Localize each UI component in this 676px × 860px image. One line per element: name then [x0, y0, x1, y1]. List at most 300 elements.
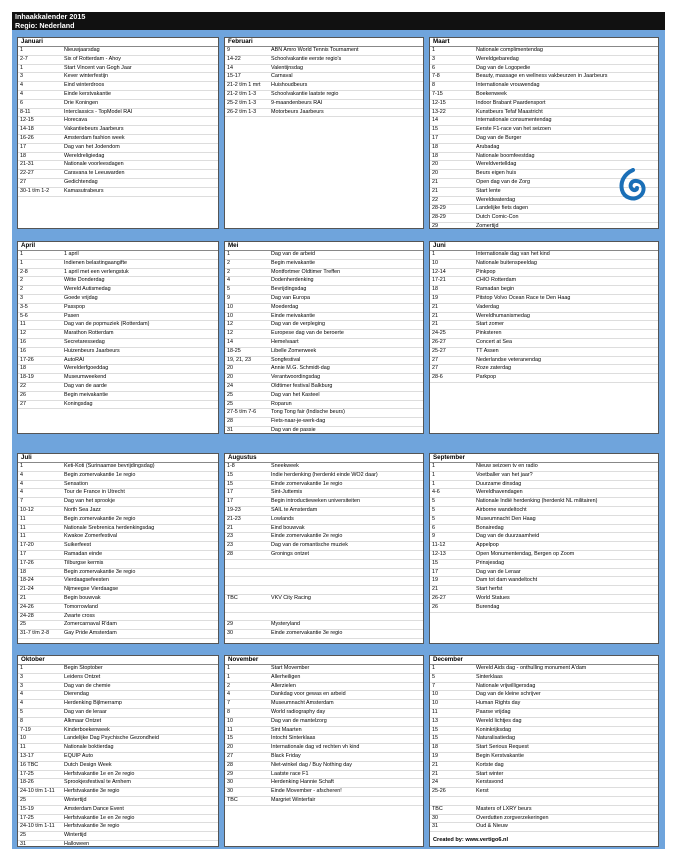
calendar-entry-row [430, 779, 658, 788]
entry-event: Caravana te Leeuwarden [64, 170, 125, 177]
entry-date: 12 [227, 330, 233, 337]
entry-date: 17-26 [20, 559, 34, 566]
entry-date: 28 [227, 550, 233, 557]
entry-date: 24 [432, 779, 438, 786]
entry-date: 25-2 t/m 1-3 [227, 99, 257, 106]
entry-event: Einde zomervakantie 2e regio [271, 533, 343, 540]
calendar-entry-row [430, 223, 658, 229]
calendar-entry-row [430, 109, 658, 118]
entry-event: Einde zomervakantie 1e regio [271, 480, 343, 487]
month-title: Mei [225, 242, 423, 251]
month-panel-december [429, 655, 659, 847]
entry-event: World Statues [476, 594, 510, 601]
entry-event: Wintertijd [64, 796, 87, 803]
entry-event: Boekenweek [476, 90, 507, 97]
entry-date: 5 [227, 286, 230, 293]
entry-date: 1 [432, 480, 435, 487]
entry-event: Wintertijd [64, 832, 87, 839]
entry-date: 21 [432, 178, 438, 185]
calendar-entry-row [225, 735, 423, 744]
calendar-entry-row [430, 691, 658, 700]
entry-date: 1 [227, 665, 230, 671]
entry-event: Dag van Europa [271, 294, 310, 301]
entry-date: 31 [20, 840, 26, 847]
entry-date: 17 [432, 568, 438, 575]
entry-date: 21 [432, 761, 438, 768]
entry-event: Montfortmer Oldtimer Treffen [271, 268, 341, 275]
entry-date: 3 [20, 73, 23, 80]
calendar-entry-row [225, 489, 423, 498]
entry-event: Zomercarnaval R'dam [64, 621, 117, 628]
month-panel-juli [17, 453, 219, 644]
entry-event: Hemelvaart [271, 338, 299, 345]
entry-date: 4 [20, 471, 23, 478]
entry-date: 6 [432, 524, 435, 531]
entry-event: Marathon Rotterdam [64, 330, 114, 337]
calendar-entry-row [225, 427, 423, 434]
entry-date: 2 [227, 682, 230, 689]
entry-date: 12-13 [432, 550, 446, 557]
calendar-entry-row [430, 683, 658, 692]
entry-date: 2 [227, 268, 230, 275]
calendar-entry-row [18, 73, 218, 82]
entry-date: 14 [227, 338, 233, 345]
entry-event: Nieuwjaarsdag [64, 47, 100, 53]
calendar-entry-row [18, 683, 218, 692]
calendar-entry-row [18, 286, 218, 295]
calendar-entry-row [430, 481, 658, 490]
entry-event: Pinkpop [476, 268, 496, 275]
calendar-entry-row [430, 126, 658, 135]
calendar-entry-row [18, 321, 218, 330]
entry-event: Eind winterdroos [64, 82, 105, 89]
entry-event: Zwarte cross [64, 612, 95, 619]
entry-event: Herdenking Bijlmerramp [64, 700, 122, 707]
entry-event: Start Serious Request [476, 744, 529, 751]
entry-date: 21 [20, 594, 26, 601]
month-title: September [430, 454, 658, 463]
calendar-entry-row [225, 348, 423, 357]
entry-date: 17 [432, 134, 438, 141]
entry-event: Nationale Indië herdenking (herdenkt NL militairen) [476, 498, 598, 505]
entry-event: Human Rights day [476, 700, 521, 707]
calendar-entry-row [225, 498, 423, 507]
calendar-entry-row [225, 771, 423, 780]
entry-event: Kerstavond [476, 779, 504, 786]
entry-event: Landelijke Dag Psychische Gezondheid [64, 735, 159, 742]
calendar-entry-row [225, 109, 423, 118]
entry-event: Museumnacht Amsterdam [271, 700, 334, 707]
calendar-entry-row [430, 82, 658, 91]
month-title: Januari [18, 38, 218, 47]
entry-date: 28 [227, 418, 233, 425]
entry-date: 11 [227, 726, 233, 733]
entry-event: Naturalisatiedag [476, 735, 515, 742]
calendar-entry-row [18, 56, 218, 65]
entry-event: Amsterdam fashion week [64, 134, 125, 141]
month-title: Maart [430, 38, 658, 47]
calendar-entry-row [430, 762, 658, 771]
entry-event: Airborne wandeltocht [476, 506, 527, 513]
entry-date: 21 [227, 524, 233, 531]
entry-date: 25 [227, 391, 233, 398]
entry-event: Begin meivakantie [64, 391, 109, 398]
entry-date: 16 [20, 347, 26, 354]
entry-event: Parkpop [476, 374, 497, 381]
entry-event: Dag van het Jodendom [64, 143, 120, 150]
calendar-entry-row [225, 691, 423, 700]
calendar-entry-row [225, 286, 423, 295]
entry-event: Schoolvakantie eerste regio's [271, 55, 342, 62]
entry-date: 27 [20, 178, 26, 185]
entry-date: 7 [20, 498, 23, 505]
entry-event: Huishoudbeurs [271, 82, 308, 89]
entry-event: Tomorrowland [64, 603, 98, 610]
entry-date: 29 [227, 770, 233, 777]
entry-event: Dag van de duurzaamheid [476, 533, 540, 540]
entry-date: 11 [20, 321, 26, 328]
entry-event: Dierendag [64, 691, 89, 698]
calendar-entry-row [225, 339, 423, 348]
calendar-entry-row [18, 577, 218, 586]
entry-event: Passpop [64, 303, 85, 310]
calendar-entry-row [225, 533, 423, 542]
entry-date: 18 [20, 365, 26, 372]
entry-event: Roparun [271, 400, 292, 407]
calendar-entry-row [225, 797, 423, 806]
calendar-entry-row [18, 560, 218, 569]
entry-date: 18 [20, 152, 26, 159]
entry-event [271, 569, 423, 577]
month-panel-augustus [224, 453, 424, 644]
entry-date: 28-29 [432, 214, 446, 221]
entry-event: Mysteryland [271, 621, 301, 628]
entry-date: 12 [20, 330, 26, 337]
entry-date: 20 [432, 161, 438, 168]
entry-date: 5 [432, 515, 435, 522]
entry-event: EQUIP Auto [64, 752, 93, 759]
calendar-entry-row [225, 365, 423, 374]
entry-date: 29 [227, 621, 233, 628]
calendar-entry-row [18, 551, 218, 560]
entry-date: 28-29 [432, 205, 446, 212]
entry-event: ABN Amro World Tennis Tournament [271, 47, 359, 53]
calendar-entry-row [18, 374, 218, 383]
entry-event: Landelijke fiets dagen [476, 205, 529, 212]
calendar-entry-row [225, 392, 423, 401]
entry-date: 19 [432, 294, 438, 301]
calendar-entry-row [18, 153, 218, 162]
entry-date: 16-26 [20, 134, 34, 141]
entry-event: Nationale Srebrenica herdenkingsdag [64, 524, 155, 531]
entry-event: Six of Rotterdam - Ahoy [64, 55, 121, 62]
entry-event: Einde Movember - afscheren! [271, 788, 342, 795]
calendar-entry-row [225, 586, 423, 595]
calendar-entry-row [18, 613, 218, 622]
entry-event: Ramadan einde [64, 550, 103, 557]
calendar-entry-row [430, 797, 658, 806]
calendar-entry-row [430, 788, 658, 797]
entry-event: Voetballer van het jaar? [476, 471, 533, 478]
entry-event: Pitstop Volvo Ocean Race te Den Haag [476, 294, 571, 301]
entry-event: Nationale buitenspeeldag [476, 259, 537, 266]
calendar-entry-row [225, 277, 423, 286]
entry-event: Dag van de leraar [64, 708, 107, 715]
entry-date: 16 [20, 338, 26, 345]
month-panel-april [17, 241, 219, 434]
calendar-entry-row [18, 700, 218, 709]
calendar-entry-row [18, 313, 218, 322]
calendar-entry-row [18, 595, 218, 604]
calendar-entry-row [18, 744, 218, 753]
entry-date: 21 [432, 187, 438, 194]
calendar-entry-row [225, 630, 423, 639]
calendar-entry-row [18, 161, 218, 170]
calendar-entry-row [430, 674, 658, 683]
entry-date: 30 [432, 814, 438, 821]
entry-date: 27 [432, 365, 438, 372]
calendar-entry-row [225, 269, 423, 278]
entry-event: 1 april met een verlengstuk [64, 268, 129, 275]
entry-date: 31 [227, 426, 233, 433]
entry-date: 12-15 [432, 99, 446, 106]
entry-date: 3-5 [20, 303, 28, 310]
calendar-entry-row [225, 674, 423, 683]
entry-event: Dam tot dam wandeltocht [476, 577, 538, 584]
calendar-entry-row [18, 277, 218, 286]
calendar-entry-row [225, 418, 423, 427]
entry-event: Koningsdag [64, 400, 93, 407]
calendar-entry-row [225, 91, 423, 100]
entry-event: Begin zomervakantie 2e regio [64, 515, 136, 522]
entry-date: 23 [227, 533, 233, 540]
entry-event: Libelle Zomerweek [271, 347, 317, 354]
calendar-entry-row [18, 525, 218, 534]
entry-event: Sensation [64, 480, 88, 487]
entry-date: 15 [227, 471, 233, 478]
entry-date: 4 [20, 489, 23, 496]
entry-event: Wereldhumanismedag [476, 312, 530, 319]
entry-event: Overdutten zorgverzekeringen [476, 814, 549, 821]
calendar-entry-row [225, 463, 423, 472]
entry-date: 5 [432, 498, 435, 505]
calendar-entry-row [225, 762, 423, 771]
entry-date: 1 [20, 251, 23, 257]
calendar-entry-row [430, 525, 658, 534]
entry-date: 26-2 t/m 1-3 [227, 108, 257, 115]
calendar-entry-row [430, 260, 658, 269]
entry-event: Start zomer [476, 321, 504, 328]
entry-event: Begin meivakantie [271, 259, 316, 266]
entry-event: Secretaressedag [64, 338, 105, 345]
entry-date: 30 [227, 630, 233, 637]
calendar-entry-row [225, 744, 423, 753]
entry-event: Paarse vrijdag [476, 708, 511, 715]
entry-event: Dag van de Logopedie [476, 64, 531, 71]
entry-date: 2-8 [20, 268, 28, 275]
entry-date: 14 [227, 64, 233, 71]
entry-event: Start winter [476, 770, 504, 777]
calendar-entry-row [225, 82, 423, 91]
entry-date: 9 [432, 533, 435, 540]
entry-date: 26 [20, 391, 26, 398]
entry-date: 21 [432, 770, 438, 777]
entry-date: 24-10 t/m 1-11 [20, 823, 55, 830]
entry-date: 15 [432, 735, 438, 742]
entry-date [225, 577, 271, 585]
entry-date: 18-26 [20, 779, 34, 786]
month-title: Augustus [225, 454, 423, 463]
entry-date: 24 [227, 382, 233, 389]
calendar-entry-row [18, 621, 218, 630]
entry-event: Moederdag [271, 303, 299, 310]
calendar-entry-row [430, 665, 658, 674]
entry-date: 10 [432, 700, 438, 707]
entry-event: Witte Donderdag [64, 277, 105, 284]
calendar-entry-row [18, 348, 218, 357]
entry-event: Begin bouwvak [64, 594, 101, 601]
entry-date: 1 [432, 665, 435, 671]
entry-date: 25-26 [432, 788, 446, 795]
entry-event: Amsterdam Dance Event [64, 805, 124, 812]
entry-event: Dag van de kleine schrijver [476, 691, 541, 698]
calendar-entry-row [225, 621, 423, 630]
calendar-entry-row [430, 771, 658, 780]
entry-event: Dutch Design Week [64, 761, 112, 768]
entry-date: 8-11 [20, 108, 31, 115]
calendar-entry-row [225, 374, 423, 383]
entry-event: Einde zomervakantie 3e regio [271, 630, 343, 637]
entry-date: 27 [227, 752, 233, 759]
swirl-logo-icon [618, 168, 648, 202]
entry-date: 20 [227, 365, 233, 372]
entry-date: 19, 21, 23 [227, 356, 251, 363]
entry-date: 25 [20, 621, 26, 628]
entry-date: 4 [20, 82, 23, 89]
entry-event: Nationale voorleesdagen [64, 161, 124, 168]
calendar-entry-row [430, 321, 658, 330]
entry-event: Dag van de mantelzorg [271, 717, 327, 724]
entry-date: 26 [432, 603, 438, 610]
calendar-grid [12, 30, 665, 849]
entry-date: 8 [20, 717, 23, 724]
calendar-entry-row [430, 100, 658, 109]
calendar-entry-row [430, 472, 658, 481]
calendar-entry-row [225, 73, 423, 82]
entry-date: 4 [20, 90, 23, 97]
calendar-entry-row [18, 126, 218, 135]
entry-date: 21 [432, 303, 438, 310]
entry-date: 2 [20, 277, 23, 284]
entry-date: 20 [227, 744, 233, 751]
entry-event: Dodenherdenking [271, 277, 314, 284]
calendar-entry-row [18, 251, 218, 260]
calendar-entry-row [18, 691, 218, 700]
entry-date: 1 [227, 673, 230, 680]
entry-date: 12 [227, 321, 233, 328]
entry-date: 11 [20, 533, 26, 540]
calendar-entry-row [18, 401, 218, 410]
entry-event: Indienen belastingaangifte [64, 259, 127, 266]
entry-date: 7-19 [20, 726, 31, 733]
calendar-entry-row [430, 73, 658, 82]
entry-date: 17-25 [20, 770, 34, 777]
month-title: Februari [225, 38, 423, 47]
entry-event: SAIL te Amsterdam [271, 506, 318, 513]
entry-event: Museumnacht Den Haag [476, 515, 536, 522]
entry-date: 5-6 [20, 312, 28, 319]
calendar-entry-row [18, 65, 218, 74]
entry-date: 30-1 t/m 1-2 [20, 187, 50, 194]
entry-event: Tilburgse kermis [64, 559, 104, 566]
month-title: Juli [18, 454, 218, 463]
entry-event: Concert at Sea [476, 338, 512, 345]
entry-date: 8 [432, 82, 435, 89]
entry-date: 3 [20, 673, 23, 680]
entry-date: 18 [432, 152, 438, 159]
month-panel-oktober [17, 655, 219, 847]
entry-date: 10 [227, 312, 233, 319]
calendar-entry-row [225, 295, 423, 304]
calendar-entry-row [18, 383, 218, 392]
calendar-entry-row [225, 604, 423, 613]
calendar-entry-row [430, 700, 658, 709]
calendar-title: Inhaakkalender 2015 [15, 12, 86, 21]
entry-event: Dag van de verpleging [271, 321, 325, 328]
entry-event: Pasen [64, 312, 80, 319]
calendar-entry-row [18, 463, 218, 472]
entry-event: Kunstbeurs Tefaf Maastricht [476, 108, 543, 115]
entry-event: Internationale dag vd rechten vh kind [271, 744, 360, 751]
entry-date: 22 [20, 382, 26, 389]
entry-date: 14-22 [227, 55, 241, 62]
entry-event: Sinterklaas [476, 673, 503, 680]
entry-event: Niet-winkel dag / Buy Nothing day [271, 761, 352, 768]
entry-event: Wereld lichtjes dag [476, 717, 522, 724]
calendar-entry-row [225, 100, 423, 109]
entry-event: Wereldhavendagen [476, 489, 523, 496]
entry-date: 4 [20, 691, 23, 698]
entry-event: Begin introductieweken universiteiten [271, 498, 360, 505]
entry-date: 21 [432, 321, 438, 328]
entry-event: Allerheiligen [271, 673, 301, 680]
entry-event: Dag van de romantische muziek [271, 542, 349, 549]
month-title: April [18, 242, 218, 251]
calendar-entry-row [225, 321, 423, 330]
calendar-entry-row [18, 735, 218, 744]
entry-event: Kerst [476, 788, 489, 795]
calendar-entry-row [430, 753, 658, 762]
entry-event: Koninkrijksdag [476, 726, 512, 733]
calendar-entry-row [225, 569, 423, 578]
entry-event: Gronings ontzet [271, 550, 310, 557]
calendar-entry-row [430, 117, 658, 126]
entry-event: Dag van het Kasteel [271, 391, 320, 398]
entry-event: Zomertijd [476, 222, 499, 229]
calendar-entry-row [225, 542, 423, 551]
calendar-entry-row [430, 516, 658, 525]
entry-event: Bevrijdingsdag [271, 286, 307, 293]
calendar-entry-row [18, 753, 218, 762]
entry-date: 24-25 [432, 330, 446, 337]
entry-date: 4 [20, 480, 23, 487]
entry-event: Gay Pride Amsterdam [64, 630, 117, 637]
entry-event: Prinsjesdag [476, 559, 505, 566]
entry-date: 13-17 [20, 752, 34, 759]
entry-date: 18 [432, 286, 438, 293]
entry-date: 24-28 [20, 612, 34, 619]
calendar-entry-row [430, 551, 658, 560]
